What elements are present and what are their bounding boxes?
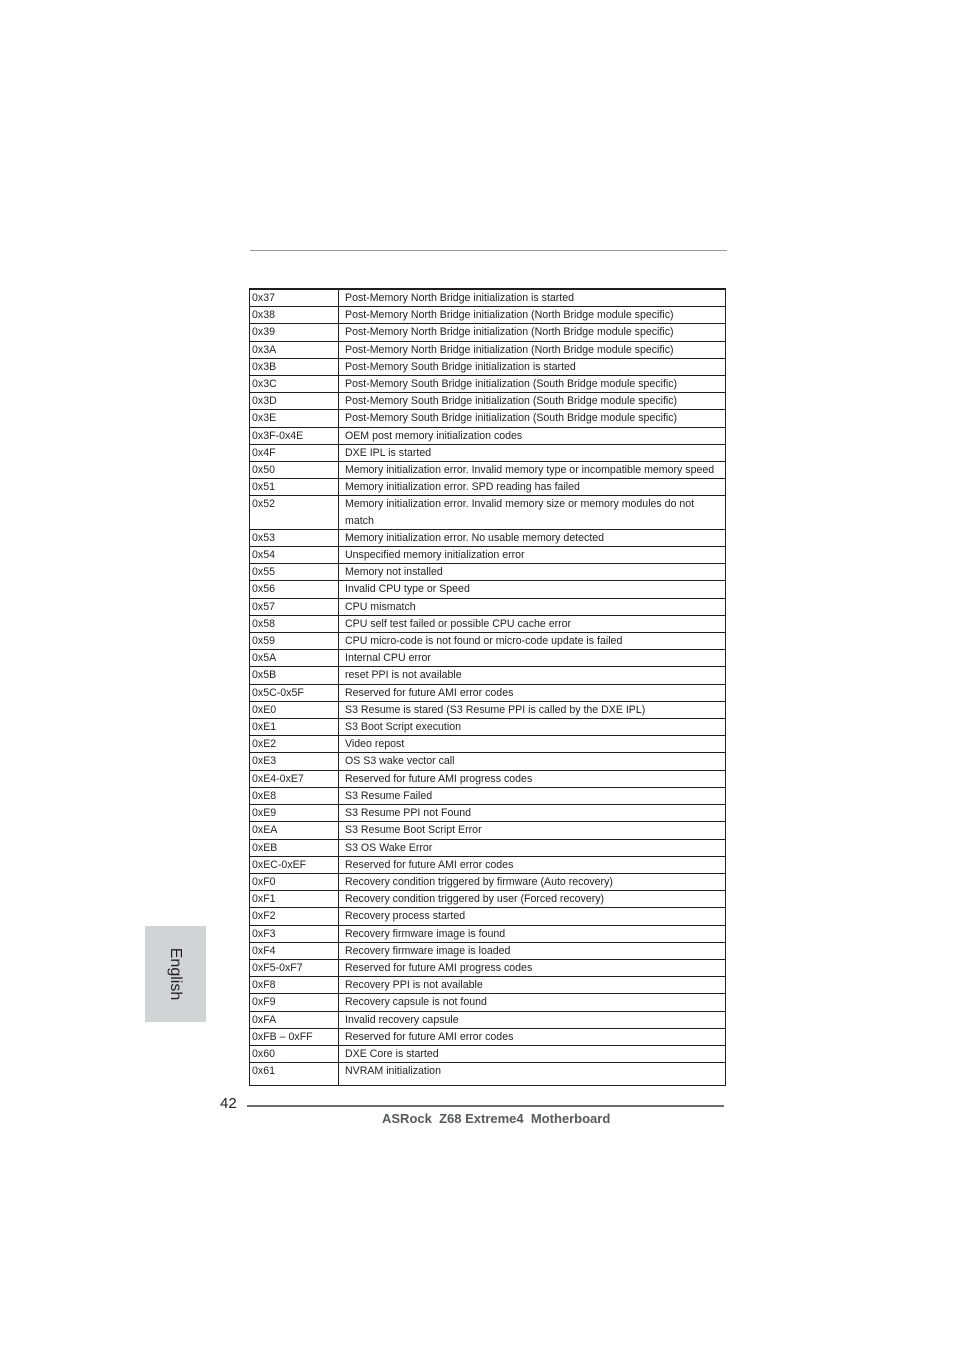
post-code-cell: 0x3A [250,341,339,358]
description-cell: Reserved for future AMI progress codes [339,770,726,787]
post-code-table-body [250,289,726,1086]
table-row [250,719,726,736]
table-row [250,462,726,479]
description-cell: CPU mismatch [339,598,726,615]
table-row [250,427,726,444]
table-row [250,393,726,410]
description-cell: Post-Memory South Bridge initialization (South Bridge module specific) [339,393,726,410]
post-code-cell: 0x4F [250,444,339,461]
post-code-cell: 0xE4-0xE7 [250,770,339,787]
description-cell: Reserved for future AMI error codes [339,684,726,701]
post-code-cell: 0x52 [250,496,339,529]
description-cell: Memory initialization error. No usable memory detected [339,529,726,546]
table-row [250,873,726,890]
post-code-cell: 0xE8 [250,787,339,804]
table-row [250,633,726,650]
table-row [250,805,726,822]
description-cell: S3 Resume PPI not Found [339,805,726,822]
post-code-cell: 0x55 [250,564,339,581]
post-code-cell: 0x60 [250,1045,339,1062]
post-code-cell: 0x54 [250,547,339,564]
table-row [250,496,726,529]
post-code-cell: 0x39 [250,324,339,341]
description-cell: S3 OS Wake Error [339,839,726,856]
description-cell: Recovery condition triggered by firmware (Auto recovery) [339,873,726,890]
description-cell: S3 Boot Script execution [339,719,726,736]
post-code-cell: 0xEC-0xEF [250,856,339,873]
post-code-cell: 0x56 [250,581,339,598]
description-cell: S3 Resume is stared (S3 Resume PPI is called by the DXE IPL) [339,701,726,718]
table-row [250,942,726,959]
post-code-cell: 0x3C [250,376,339,393]
description-cell: Invalid CPU type or Speed [339,581,726,598]
table-row [250,1011,726,1028]
description-cell: CPU self test failed or possible CPU cache error [339,615,726,632]
description-cell: Post-Memory North Bridge initialization (North Bridge module specific) [339,324,726,341]
table-row [250,1063,726,1086]
table-row [250,856,726,873]
post-code-cell: 0xE3 [250,753,339,770]
description-cell: Internal CPU error [339,650,726,667]
table-row [250,547,726,564]
post-code-cell: 0xF2 [250,908,339,925]
description-cell: Post-Memory North Bridge initialization (North Bridge module specific) [339,341,726,358]
post-code-cell: 0xF3 [250,925,339,942]
post-code-cell: 0xF1 [250,891,339,908]
footer-product-title: ASRock Z68 Extreme4 Motherboard [382,1111,611,1126]
post-code-cell: 0x59 [250,633,339,650]
description-cell: Reserved for future AMI progress codes [339,959,726,976]
post-code-cell: 0x38 [250,307,339,324]
description-cell: reset PPI is not available [339,667,726,684]
table-row [250,1028,726,1045]
table-row [250,891,726,908]
post-code-cell: 0xF9 [250,994,339,1011]
description-cell: Post-Memory South Bridge initialization (South Bridge module specific) [339,376,726,393]
post-code-cell: 0xF8 [250,977,339,994]
description-cell: Recovery PPI is not available [339,977,726,994]
description-cell: Post-Memory South Bridge initialization is started [339,358,726,375]
description-cell: OEM post memory initialization codes [339,427,726,444]
description-cell: Invalid recovery capsule [339,1011,726,1028]
post-code-cell: 0xEA [250,822,339,839]
table-row [250,839,726,856]
description-cell: Recovery firmware image is loaded [339,942,726,959]
description-cell: Post-Memory South Bridge initialization (South Bridge module specific) [339,410,726,427]
post-code-cell: 0x58 [250,615,339,632]
post-code-cell: 0x3F-0x4E [250,427,339,444]
table-row [250,598,726,615]
post-code-cell: 0x3E [250,410,339,427]
table-row [250,822,726,839]
table-row [250,564,726,581]
table-row [250,376,726,393]
table-row [250,341,726,358]
post-code-cell: 0xE9 [250,805,339,822]
post-code-cell: 0xFB – 0xFF [250,1028,339,1045]
table-row [250,324,726,341]
table-row [250,410,726,427]
table-row [250,787,726,804]
table-row [250,358,726,375]
post-code-cell: 0x37 [250,289,339,307]
language-side-tab [145,926,206,1022]
table-row [250,684,726,701]
table-row [250,770,726,787]
table-row [250,529,726,546]
description-cell: NVRAM initialization [339,1063,726,1086]
table-row [250,650,726,667]
table-row [250,479,726,496]
top-divider [250,250,727,251]
post-code-table [249,288,726,1086]
table-row [250,289,726,307]
post-code-cell: 0xFA [250,1011,339,1028]
post-code-cell: 0x61 [250,1063,339,1086]
table-row [250,1045,726,1062]
post-code-cell: 0xF4 [250,942,339,959]
post-code-cell: 0xF0 [250,873,339,890]
post-code-cell: 0x5C-0x5F [250,684,339,701]
description-cell: Memory initialization error. Invalid memory size or memory modules do not match [339,496,726,529]
post-code-cell: 0x5B [250,667,339,684]
table-row [250,977,726,994]
post-code-cell: 0xEB [250,839,339,856]
table-row [250,994,726,1011]
table-row [250,307,726,324]
table-row [250,444,726,461]
description-cell: Memory initialization error. Invalid memory type or incompatible memory speed [339,462,726,479]
table-row [250,925,726,942]
description-cell: Recovery firmware image is found [339,925,726,942]
post-code-cell: 0xF5-0xF7 [250,959,339,976]
post-code-cell: 0x3B [250,358,339,375]
post-code-cell: 0x51 [250,479,339,496]
table-row [250,736,726,753]
table-row [250,753,726,770]
description-cell: Unspecified memory initialization error [339,547,726,564]
language-label: English [167,947,184,1001]
table-row [250,701,726,718]
description-cell: Post-Memory North Bridge initialization (North Bridge module specific) [339,307,726,324]
description-cell: Post-Memory North Bridge initialization is started [339,289,726,307]
post-code-cell: 0xE2 [250,736,339,753]
description-cell: Recovery condition triggered by user (Forced recovery) [339,891,726,908]
footer-divider [247,1105,724,1107]
post-code-cell: 0x5A [250,650,339,667]
description-cell: Recovery process started [339,908,726,925]
table-row [250,959,726,976]
post-code-cell: 0x53 [250,529,339,546]
description-cell: DXE IPL is started [339,444,726,461]
post-code-cell: 0x57 [250,598,339,615]
post-code-cell: 0x50 [250,462,339,479]
description-cell: Memory initialization error. SPD reading has failed [339,479,726,496]
description-cell: Reserved for future AMI error codes [339,1028,726,1045]
description-cell: Recovery capsule is not found [339,994,726,1011]
description-cell: OS S3 wake vector call [339,753,726,770]
table-row [250,581,726,598]
description-cell: S3 Resume Failed [339,787,726,804]
post-code-cell: 0x3D [250,393,339,410]
description-cell: Reserved for future AMI error codes [339,856,726,873]
table-row [250,908,726,925]
post-code-cell: 0xE1 [250,719,339,736]
description-cell: CPU micro-code is not found or micro-code update is failed [339,633,726,650]
description-cell: S3 Resume Boot Script Error [339,822,726,839]
page-number: 42 [220,1095,237,1112]
table-row [250,615,726,632]
table-row [250,667,726,684]
post-code-cell: 0xE0 [250,701,339,718]
description-cell: Video repost [339,736,726,753]
description-cell: Memory not installed [339,564,726,581]
description-cell: DXE Core is started [339,1045,726,1062]
